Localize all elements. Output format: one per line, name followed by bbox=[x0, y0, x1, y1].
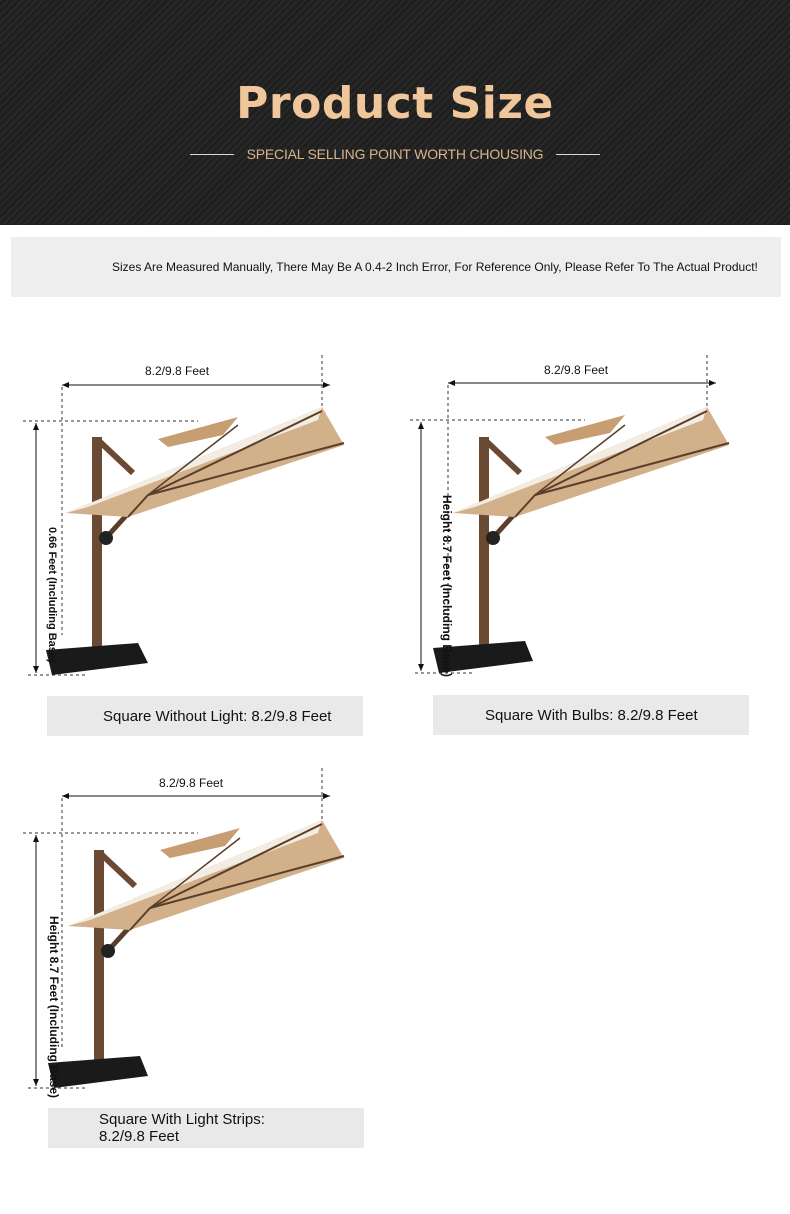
height-arrow-bottom bbox=[33, 666, 39, 673]
subtitle-divider-right bbox=[556, 154, 600, 155]
height-label: Height 8.7 Feet (Including Base) bbox=[440, 495, 454, 678]
width-arrow-right bbox=[709, 380, 716, 386]
page-subtitle: SPECIAL SELLING POINT WORTH CHOUSING bbox=[246, 146, 544, 162]
product-panel-square-with-light-strips bbox=[18, 758, 398, 1168]
caption-square-without-light: Square Without Light: 8.2/9.8 Feet bbox=[47, 696, 363, 736]
height-label: 0.66 Feet (Including Base) bbox=[46, 527, 58, 663]
width-label: 8.2/9.8 Feet bbox=[145, 364, 210, 378]
width-arrow-left bbox=[62, 382, 69, 388]
product-panel-square-with-bulbs bbox=[405, 345, 785, 755]
caption-square-with-bulbs: Square With Bulbs: 8.2/9.8 Feet bbox=[433, 695, 749, 735]
subtitle-divider-left bbox=[190, 154, 234, 155]
umbrella-illustration bbox=[18, 345, 398, 685]
height-label: Height 8.7 Feet (Including Base) bbox=[47, 916, 61, 1099]
product-panel-square-without-light bbox=[18, 345, 398, 755]
umbrella-arm bbox=[100, 853, 135, 886]
height-arrow-bottom bbox=[418, 664, 424, 671]
umbrella-vent bbox=[160, 828, 240, 858]
umbrella-base bbox=[48, 1056, 148, 1088]
height-arrow-bottom bbox=[33, 1079, 39, 1086]
crank-handle bbox=[101, 944, 115, 958]
width-arrow-left bbox=[62, 793, 69, 799]
crank-handle bbox=[99, 531, 113, 545]
umbrella-base bbox=[46, 643, 148, 675]
height-arrow-top bbox=[33, 835, 39, 842]
umbrella-illustration bbox=[18, 758, 398, 1098]
height-arrow-top bbox=[418, 422, 424, 429]
width-arrow-right bbox=[323, 793, 330, 799]
caption-square-with-light-strips bbox=[48, 1108, 364, 1148]
umbrella-arm bbox=[485, 440, 520, 473]
header-banner bbox=[0, 0, 790, 225]
subtitle-row bbox=[190, 143, 600, 165]
measurement-notice bbox=[11, 237, 781, 297]
height-arrow-top bbox=[33, 423, 39, 430]
notice-text: Sizes Are Measured Manually, There May Be A 0.4-2 Inch Error, For Reference Only, Please Refer To The Actual Product! bbox=[112, 260, 758, 274]
umbrella-illustration bbox=[405, 345, 785, 685]
page-title: Product Size bbox=[236, 78, 554, 129]
caption-text: Square With Light Strips: 8.2/9.8 Feet bbox=[99, 1111, 265, 1145]
crank-handle bbox=[486, 531, 500, 545]
width-arrow-right bbox=[323, 382, 330, 388]
width-label: 8.2/9.8 Feet bbox=[544, 363, 609, 377]
width-arrow-left bbox=[448, 380, 455, 386]
umbrella-pole bbox=[94, 850, 104, 1062]
width-label: 8.2/9.8 Feet bbox=[159, 776, 224, 790]
umbrella-arm bbox=[98, 440, 133, 473]
